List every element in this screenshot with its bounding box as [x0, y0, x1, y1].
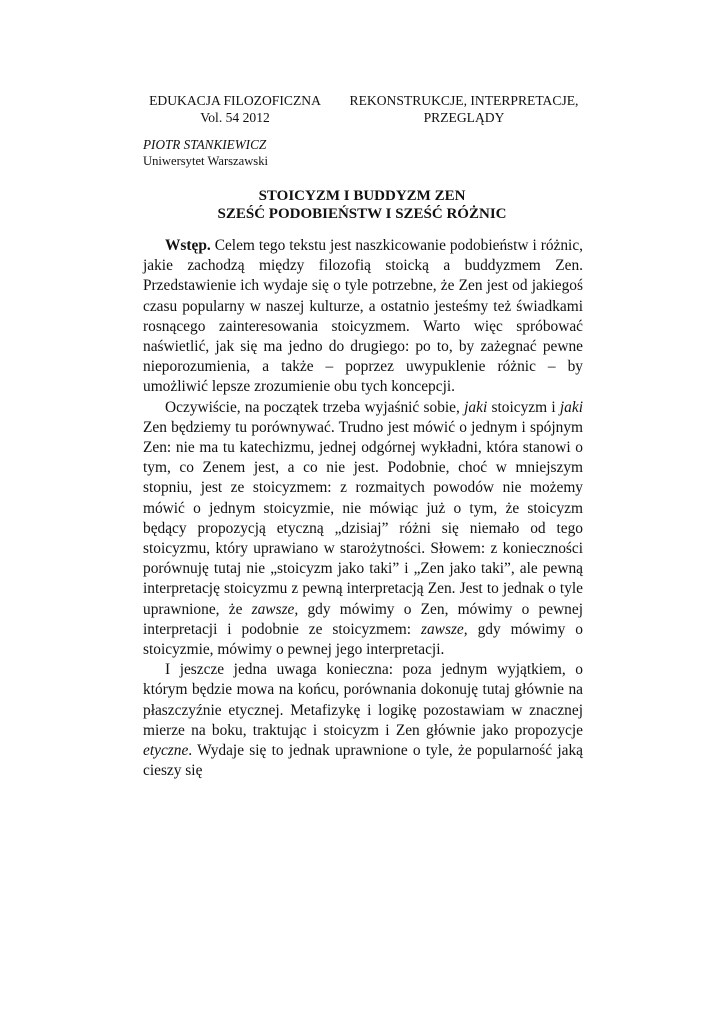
section-header — [344, 92, 584, 126]
section-line-2: PRZEGLĄDY — [423, 110, 505, 125]
journal-volume: Vol. 54 2012 — [200, 110, 270, 125]
author-name: PIOTR STANKIEWICZ — [143, 137, 267, 152]
journal-header — [140, 92, 330, 126]
paragraph-method — [143, 660, 583, 781]
paragraph-scope — [143, 398, 583, 661]
emphasis: etyczne — [143, 742, 189, 760]
author-affiliation: Uniwersytet Warszawski — [143, 154, 269, 168]
text-run: I jeszcze jedna uwaga konieczna: poza jednym wyjątkiem, o którym będzie mowa na końcu, porównania dokonuję tutaj głównie na płaszczyźnie etycznej. Metafizykę i logikę pozostawiam w znacznej mierze na boku, traktując i stoicyzm i Zen głównie jako propozycje — [143, 661, 583, 739]
title-line-1: STOICYZM I BUDDYZM ZEN — [258, 188, 466, 204]
text-run: . Wydaje się to jednak uprawnione o tyle, że popularność jaką cieszy się — [143, 742, 583, 780]
paragraph-lead: Wstęp. — [165, 237, 211, 254]
emphasis: zawsze, — [251, 600, 299, 618]
paragraph-intro — [143, 236, 583, 398]
paragraph-text: Celem tego tekstu jest naszkicowanie podobieństw i różnic, jakie zachodzą między filozofią stoicką a buddyzmem Zen. Przedstawienie ich wydaje się o tyle potrzebne, że Zen jest od jakiegoś czasu popularny w naszej kulturze, a ostatnio jesteśmy też świadkami rosnącego zainteresowania stoicyzmem. Warto więc spróbować naświetlić, jak się ma jedno do drugiego: po to, by zażegnać pewne nieporozumienia, a także – poprzez uwypuklenie różnic – by umożliwić lepsze zrozumienie obu tych koncepcji. — [143, 237, 583, 396]
emphasis: jaki — [464, 398, 488, 416]
text-run: gdy mówimy o Zen, mówimy o pewnej interpretacji i podobnie ze stoicyzmem: — [143, 600, 583, 638]
article-body — [143, 236, 583, 781]
journal-name: EDUKACJA FILOZOFICZNA — [149, 93, 321, 108]
section-line-1: REKONSTRUKCJE, INTERPRETACJE, — [349, 93, 579, 108]
article-title — [143, 187, 581, 223]
text-run: Oczywiście, na początek trzeba wyjaśnić sobie, — [165, 398, 465, 416]
text-run: Zen będziemy tu porównywać. Trudno jest mówić o jednym i spójnym Zen: nie ma tu katechizmu, jednej odgórnej wykładni, która stanowi o tym, co Zenem jest, a co nie jest. Podobnie, choć w mniejszym stopniu, jest ze stoicyzmem: z rozmaitych powodów nie możemy mówić o jednym stoicyzmie, nie mówiąc już o tym, że stoicyzm będący propozycją etyczną „dzisiaj” różni się niemało od tego stoicyzmu, który uprawiano w starożytności. Słowem: z konieczności porównuję tutaj nie „stoicyzm jako taki” i „Zen jako taki”, ale pewną interpretację stoicyzmu z pewną interpretacją Zen. Jest to jednak o tyle uprawnione, że — [143, 418, 583, 618]
emphasis: jaki — [559, 398, 583, 416]
text-run: stoicyzm i — [487, 398, 560, 416]
emphasis: zawsze, — [421, 620, 468, 638]
text-run: gdy mówimy o stoicyzmie, mówimy o pewnej jego interpretacji. — [143, 620, 583, 659]
title-line-2: SZEŚĆ PODOBIEŃSTW I SZEŚĆ RÓŻNIC — [217, 206, 507, 222]
